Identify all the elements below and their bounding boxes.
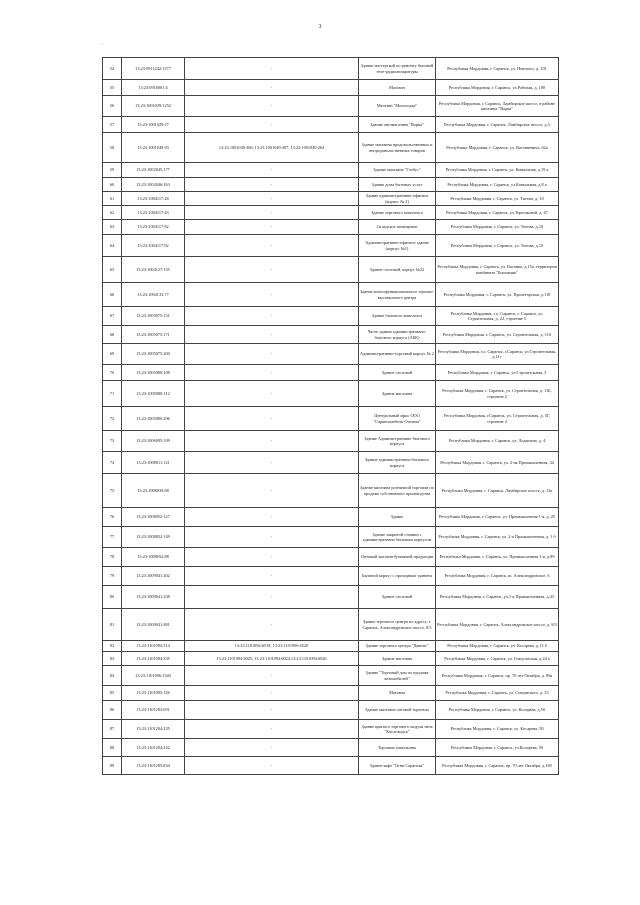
cadastral-number-cell: 13:23:1001049:93	[122, 133, 185, 163]
object-name-cell: Административно-торговый корпус № 2	[359, 344, 436, 365]
object-name-cell: Оптовый магазин бумажной продукции	[359, 548, 436, 567]
object-name-cell: Здание магазина розничной торговли по продаже собственного производства	[359, 474, 436, 508]
address-cell: Республика Мордовия, г. Саранск, ул. 2-я Промышленная, д. 1 б	[436, 527, 559, 548]
table-row	[103, 701, 559, 720]
row-number-cell: 63	[103, 220, 122, 235]
cadastral-number-cell: 13:23:1005080:296	[122, 407, 185, 431]
object-name-cell: Часть здания административно-бытового корпуса (АБК)	[359, 326, 436, 344]
cadastral-number-cell: 13:23:1001029:1252	[122, 96, 185, 117]
cadastral-number-cell: 13:23:1101205:834	[122, 757, 185, 775]
object-name-cell: Административно-офисное здание (корпус №1)	[359, 235, 436, 257]
address-cell: Республика Мордовия, г. Саранск, пр. 70 лет Октября, д. 86а	[436, 666, 559, 686]
cadastral-number-cell: 13:23:1004127:135	[122, 257, 185, 283]
object-name-cell: Здание мастерской по ремонту бытовой теле-радиоаппаратуры	[359, 58, 436, 80]
object-name-cell: Здание дома бытовых услуг	[359, 178, 436, 192]
cadastral-number-cell: 13:23:1004117:43	[122, 206, 185, 220]
address-cell: Республика Мордовия, г. Саранск, ул. Титова, д.10	[436, 235, 559, 257]
cadastral-number-cell: 13:23:1009041:202	[122, 567, 185, 586]
cadastral-number-cell: 13:23:1008052:127	[122, 508, 185, 527]
address-cell: Республика Мордовия, г. Саранск, ул. Косарева, д.5б	[436, 701, 559, 720]
address-cell: Республика Мордовия, г. Саранск, ул. 2-ая Промышленная, 34	[436, 452, 559, 474]
table-row	[103, 609, 559, 641]
cadastral-number-cell: 13:23:1008052:149	[122, 527, 185, 548]
table-row	[103, 192, 559, 206]
related-cadastral-cell: -	[185, 609, 359, 641]
related-cadastral-cell: -	[185, 283, 359, 307]
cadastral-number-cell: 13:23:1101203:691	[122, 701, 185, 720]
object-name-cell: Здание магазина "Глобус"	[359, 163, 436, 178]
address-cell: Республика Мордовия, г. Саранск, ул. Васенко, д.15а, территория комбината "Биохимик"	[436, 257, 559, 283]
table-row	[103, 548, 559, 567]
row-number-cell: 77	[103, 527, 122, 548]
row-number-cell: 79	[103, 567, 122, 586]
related-cadastral-cell: -	[185, 344, 359, 365]
row-number-cell: 66	[103, 283, 122, 307]
related-cadastral-cell: -	[185, 452, 359, 474]
related-cadastral-cell: -	[185, 686, 359, 701]
row-number-cell: 75	[103, 474, 122, 508]
row-number-cell: 59	[103, 163, 122, 178]
object-name-cell: Здание магазина	[359, 381, 436, 407]
table-row	[103, 652, 559, 666]
address-cell: Республика Мордовия, г. Саранск, ул. Косарева, 50	[436, 720, 559, 739]
address-cell: Республика Мордовия, г. Саранск, ул.Косарева, 50	[436, 739, 559, 757]
row-number-cell: 58	[103, 133, 122, 163]
related-cadastral-cell: -	[185, 178, 359, 192]
related-cadastral-cell: -	[185, 757, 359, 775]
cadastral-number-cell: 13:23:1001029:27	[122, 117, 185, 133]
object-name-cell: Торговые павильоны	[359, 739, 436, 757]
object-name-cell: Здание магазина	[359, 652, 436, 666]
cadastral-number-cell: 13:23:1006095:109	[122, 431, 185, 452]
related-cadastral-cell: -	[185, 192, 359, 206]
table-row	[103, 133, 559, 163]
table-row	[103, 326, 559, 344]
related-cadastral-cell: -	[185, 80, 359, 96]
object-name-cell: Здание кафе "Огни Саранска"	[359, 757, 436, 775]
address-cell: Республика Мордовия, г. Саранск, ул. Титова, д.10	[436, 220, 559, 235]
related-cadastral-cell: -	[185, 527, 359, 548]
address-cell: Республика Мордовия, г. Саранск, ул.Строительная, 3	[436, 365, 559, 381]
cadastral-number-cell: 13:23:1005080:108	[122, 365, 185, 381]
row-number-cell: 57	[103, 117, 122, 133]
related-cadastral-cell: -	[185, 326, 359, 344]
cadastral-number-cell: 13:23:1005075:131	[122, 307, 185, 326]
related-cadastral-cell: -	[185, 567, 359, 586]
related-cadastral-cell: -	[185, 474, 359, 508]
cadastral-number-cell: 13:23:1101204:242	[122, 739, 185, 757]
address-cell: Республика Мордовия, г. Саранск, ул. Косарева, д.13 б	[436, 641, 559, 652]
cadastral-number-cell: 13:23:1008039:68	[122, 474, 185, 508]
row-number-cell: 70	[103, 365, 122, 381]
cadastral-number-cell: 13:23:1004133:77	[122, 283, 185, 307]
cadastral-number-cell: 13:23:1002045:177	[122, 163, 185, 178]
row-number-cell: 65	[103, 257, 122, 283]
address-cell: Республика Мордовия, г. Саранск, ул. Пролетарская, д.118	[436, 283, 559, 307]
row-number-cell: 76	[103, 508, 122, 527]
row-number-cell: 82	[103, 641, 122, 652]
object-name-cell: Складское помещение	[359, 220, 436, 235]
table-row	[103, 307, 559, 326]
row-number-cell: 85	[103, 686, 122, 701]
related-cadastral-cell: -	[185, 720, 359, 739]
row-number-cell: 84	[103, 666, 122, 686]
cadastral-number-cell: 13:23:1009041:238	[122, 586, 185, 609]
related-cadastral-cell: -	[185, 701, 359, 720]
property-register-table	[102, 57, 559, 775]
object-name-cell: Здание автомагазина "Ворка"	[359, 117, 436, 133]
related-cadastral-cell: -	[185, 381, 359, 407]
table-row	[103, 508, 559, 527]
address-cell: Республика Мордовия, г.о. Саранск, г.Саранск, ул.Строительная, д.11г	[436, 344, 559, 365]
related-cadastral-cell: -	[185, 96, 359, 117]
related-cadastral-cell: -	[185, 235, 359, 257]
cadastral-number-cell: 13:23:1005075:200	[122, 344, 185, 365]
related-cadastral-cell: -	[185, 206, 359, 220]
related-cadastral-cell: 13:23:1101094:6025, 13:23:1101094:6024,13:23:1101094:6026	[185, 652, 359, 666]
address-cell: Республика Мордовия, г. Саранск, ул. Гожуговская, д.24 а	[436, 652, 559, 666]
table-row	[103, 666, 559, 686]
cadastral-number-cell: 13:23:1005075:171	[122, 326, 185, 344]
row-number-cell: 54	[103, 58, 122, 80]
table-row	[103, 178, 559, 192]
address-cell: Республика Мордовия, г. Саранск, Ламбирское шоссе, в районе магазина "Ворка"	[436, 96, 559, 117]
object-name-cell: Здание столовой, корпус №22	[359, 257, 436, 283]
object-name-cell: Здание магазина оптовой торговли	[359, 701, 436, 720]
object-name-cell: Здание столовой	[359, 365, 436, 381]
cadastral-number-cell: 13:23:0916001:4	[122, 80, 185, 96]
object-name-cell: Здание	[359, 508, 436, 527]
cadastral-number-cell: 13:23:1009041:481	[122, 609, 185, 641]
related-cadastral-cell: -	[185, 407, 359, 431]
table-row	[103, 58, 559, 80]
row-number-cell: 74	[103, 452, 122, 474]
address-cell: Республика Мордовия, г. Саранск, ул. Титова, д. 10	[436, 192, 559, 206]
row-number-cell: 81	[103, 609, 122, 641]
page-number: 3	[318, 24, 322, 30]
row-number-cell: 73	[103, 431, 122, 452]
related-cadastral-cell: -	[185, 666, 359, 686]
address-cell: Республика Мордовия, г. Саранск, ул. Невского, д. 101	[436, 58, 559, 80]
address-cell: Республика Мордовия, г. Саранск, ш. Александровское, 6	[436, 567, 559, 586]
row-number-cell: 56	[103, 96, 122, 117]
table-row	[103, 381, 559, 407]
related-cadastral-cell: 13:23:1101094:6518, 13:23:1101096:6520	[185, 641, 359, 652]
table-row	[103, 80, 559, 96]
address-cell: Республика Мордовия, г.о. Саранск, г. Саранск, ул. Строительная, д. 22, строение 5	[436, 307, 559, 326]
table-row	[103, 117, 559, 133]
address-cell: Республика Мордовия, г. Саранск, ул. Промышленная 1-я, д. 25	[436, 508, 559, 527]
row-number-cell: 83	[103, 652, 122, 666]
related-cadastral-cell: -	[185, 257, 359, 283]
table-row	[103, 586, 559, 609]
table-row	[103, 474, 559, 508]
address-cell: Республика Мордовия, г. Саранск, ул. Ковыльная, д.19 а	[436, 163, 559, 178]
cadastral-number-cell: 13:23:1101204:235	[122, 720, 185, 739]
row-number-cell: 86	[103, 701, 122, 720]
row-number-cell: 68	[103, 326, 122, 344]
object-name-cell: Здание закрытой стоянки с административно-бытовым корпусом	[359, 527, 436, 548]
cadastral-number-cell: 13:23:1004117:92	[122, 235, 185, 257]
object-name-cell: Магазин "Мотолодка"	[359, 96, 436, 117]
row-number-cell: 72	[103, 407, 122, 431]
related-cadastral-cell: -	[185, 431, 359, 452]
table-row	[103, 163, 559, 178]
row-number-cell: 62	[103, 206, 122, 220]
address-cell: Республика Мордовия, г. Саранск, ул. Строительная, д. 11Б, строение 2	[436, 381, 559, 407]
related-cadastral-cell: -	[185, 307, 359, 326]
address-cell: Республика Мордовия, г. Саранск, ул.1-я Промышленная, д.43	[436, 586, 559, 609]
object-name-cell: Магазин	[359, 80, 436, 96]
related-cadastral-cell: -	[185, 220, 359, 235]
row-number-cell: 71	[103, 381, 122, 407]
row-number-cell: 67	[103, 307, 122, 326]
address-cell: Республика Мордовия, г. Саранск, ул. Строительная, д. 11б	[436, 326, 559, 344]
related-cadastral-cell: -	[185, 739, 359, 757]
row-number-cell: 89	[103, 757, 122, 775]
object-name-cell: Здание торгового центра "Давинс"	[359, 641, 436, 652]
cadastral-number-cell: 13:23:1101094:314	[122, 641, 185, 652]
table-row	[103, 407, 559, 431]
object-name-cell: Здание Административно-бытового корпуса	[359, 431, 436, 452]
table-row	[103, 739, 559, 757]
table-row	[103, 757, 559, 775]
related-cadastral-cell: -	[185, 548, 359, 567]
object-name-cell: Здание крытого торгового модуля типа "Кисловодск"	[359, 720, 436, 739]
related-cadastral-cell: -	[185, 365, 359, 381]
table-row	[103, 283, 559, 307]
object-name-cell: Здание торгового комплекса	[359, 206, 436, 220]
object-name-cell: Здание "Торговый дом по продаже автомобилей"	[359, 666, 436, 686]
related-cadastral-cell: -	[185, 508, 359, 527]
cadastral-number-cell: 13:23:0911242:1377	[122, 58, 185, 80]
cadastral-number-cell: 13:23:1002046:163	[122, 178, 185, 192]
object-name-cell: Здание бытового комплекса	[359, 307, 436, 326]
cadastral-number-cell: 13:23:1008011:121	[122, 452, 185, 474]
table-row	[103, 257, 559, 283]
address-cell: Республика Мордовия, г. Саранск, ул. Промышленная 1-я, д.89	[436, 548, 559, 567]
row-number-cell: 88	[103, 739, 122, 757]
related-cadastral-cell: -	[185, 117, 359, 133]
address-cell: Республика Мордовия, г. Саранск, Ламбирское шоссе, д. 12к	[436, 474, 559, 508]
row-number-cell: 80	[103, 586, 122, 609]
table-row	[103, 527, 559, 548]
table-row	[103, 365, 559, 381]
page-mark: .	[102, 40, 104, 46]
object-name-cell: Здание административно-бытового корпуса	[359, 452, 436, 474]
table-row	[103, 344, 559, 365]
related-cadastral-cell: -	[185, 586, 359, 609]
table-body	[103, 58, 559, 775]
object-name-cell: Здание магазина продовольственных и непродовольственных товаров	[359, 133, 436, 163]
address-cell: Республика Мордовия, г. Саранск, ул. Сущинского, д. 33	[436, 686, 559, 701]
table-row	[103, 220, 559, 235]
row-number-cell: 60	[103, 178, 122, 192]
object-name-cell: Здание столовой	[359, 586, 436, 609]
address-cell: Республика Мордовия, г. Саранск, ул. Васенкевича, 62а	[436, 133, 559, 163]
table-row	[103, 641, 559, 652]
object-name-cell: Центральный офис ООО "Саранскмебель-Оптима"	[359, 407, 436, 431]
address-cell: Республика Мордовия, г. Саранск, ул. Лодыгина, д. 4	[436, 431, 559, 452]
row-number-cell: 69	[103, 344, 122, 365]
cadastral-number-cell: 13:23:1101096:1340	[122, 666, 185, 686]
object-name-cell: Бытовой корпус с проходным зданием	[359, 567, 436, 586]
address-cell: Республика Мордовия, г. Саранск, ул.Терешковой, д. 67	[436, 206, 559, 220]
cadastral-number-cell: 13:23:1101094:335	[122, 652, 185, 666]
row-number-cell: 64	[103, 235, 122, 257]
object-name-cell: Здание административно-офисное (корпус № 2)	[359, 192, 436, 206]
row-number-cell: 55	[103, 80, 122, 96]
row-number-cell: 78	[103, 548, 122, 567]
table-row	[103, 567, 559, 586]
row-number-cell: 61	[103, 192, 122, 206]
table-row	[103, 235, 559, 257]
table-row	[103, 206, 559, 220]
cadastral-number-cell: 13:23:1005080:112	[122, 381, 185, 407]
table-row	[103, 431, 559, 452]
address-cell: Республика Мордовия, г. Саранск, Ламбирское шоссе, д.3	[436, 117, 559, 133]
cadastral-number-cell: 13:23:1004117:28	[122, 192, 185, 206]
table-row	[103, 452, 559, 474]
cadastral-number-cell: 13:23:1101095:126	[122, 686, 185, 701]
row-number-cell: 87	[103, 720, 122, 739]
table-row	[103, 720, 559, 739]
address-cell: Республика Мордовия, г. Саранск, ул.Ковыльная, д.8 а	[436, 178, 559, 192]
object-name-cell: Здание многофункционального торгово-выставочного центра	[359, 283, 436, 307]
object-name-cell: Здание торгового центра по адресу: г. Саранск, Александровское шоссе, 8/3	[359, 609, 436, 641]
related-cadastral-cell: -	[185, 163, 359, 178]
object-name-cell: Магазин	[359, 686, 436, 701]
table-row	[103, 686, 559, 701]
related-cadastral-cell: 13:23:1001049:306, 13:23:1001049:307, 13:23:1001049:264	[185, 133, 359, 163]
address-cell: Республика Мордовия, г. Саранск, Александровское шоссе, д. 8/3	[436, 609, 559, 641]
related-cadastral-cell: -	[185, 58, 359, 80]
cadastral-number-cell: 13:23:1008052:88	[122, 548, 185, 567]
address-cell: Республика Мордовия, г. Саранск, пр. 70 лет Октября, д.169	[436, 757, 559, 775]
table-row	[103, 96, 559, 117]
cadastral-number-cell: 13:23:1004117:82	[122, 220, 185, 235]
address-cell: Республика Мордовия, г.Саранск, ул. Строительная, д. 5Г, строение 2	[436, 407, 559, 431]
address-cell: Республика Мордовия, г. Саранск, ул.Рабочая, д. 100	[436, 80, 559, 96]
